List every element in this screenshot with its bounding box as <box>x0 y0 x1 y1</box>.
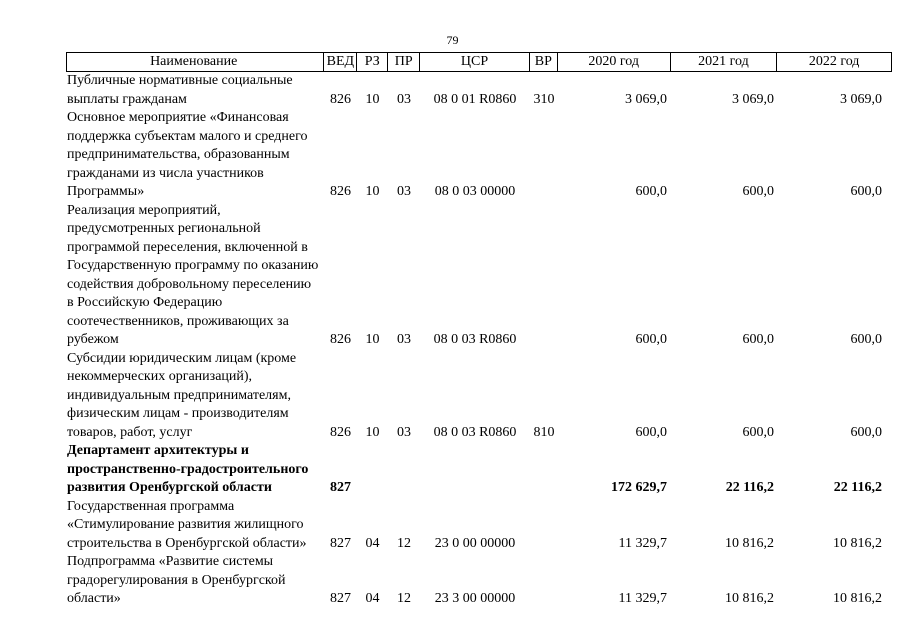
row-2020: 11 329,7 <box>618 535 667 551</box>
row-name: Государственная программа «Стимулирование развития жилищного строительства в Оренбургской области» <box>67 498 307 551</box>
row-rz: 10 <box>365 332 380 347</box>
header-rz: РЗ <box>357 53 388 71</box>
row-name: Основное мероприятие «Финансовая поддержка субъектам малого и среднего предпринимательства, образованным гражданами из числа участников Программы» <box>67 110 308 199</box>
row-ved: 826 <box>330 184 351 199</box>
row-ved: 827 <box>330 535 351 551</box>
row-2021: 10 816,2 <box>725 535 774 551</box>
row-csr: 08 0 03 00000 <box>434 184 516 199</box>
table-row <box>66 202 892 350</box>
row-csr: 23 0 00 00000 <box>434 535 516 551</box>
row-rz: 04 <box>365 535 380 551</box>
table-header <box>66 52 892 72</box>
row-2022: 22 116,2 <box>833 480 882 495</box>
row-name: Подпрограмма «Развитие системы градорегулирования в Оренбургской области» <box>67 554 286 606</box>
row-ved: 826 <box>330 91 351 107</box>
row-ved: 827 <box>330 591 351 606</box>
row-2020: 600,0 <box>635 184 667 199</box>
table-row <box>66 498 892 554</box>
row-rz: 04 <box>365 591 380 606</box>
table-row <box>66 553 892 609</box>
header-ved: ВЕД <box>324 53 357 71</box>
table-row <box>66 442 892 498</box>
row-2021: 600,0 <box>742 184 774 199</box>
header-2020: 2020 год <box>558 53 671 71</box>
row-name: Субсидии юридическим лицам (кроме некоммерческих организаций), индивидуальным предпринимателям, физическим лицам - производителям товаров, работ, услуг <box>67 350 297 440</box>
row-2022: 600,0 <box>850 184 882 199</box>
row-pr: 12 <box>397 591 411 606</box>
header-2021: 2021 год <box>671 53 778 71</box>
table-row <box>66 350 892 443</box>
row-2020: 11 329,7 <box>618 591 667 606</box>
header-pr: ПР <box>388 53 420 71</box>
row-name: Публичные нормативные социальные выплаты гражданам <box>67 73 293 107</box>
row-csr: 08 0 03 R0860 <box>433 424 517 440</box>
row-vr: 310 <box>533 91 555 107</box>
row-csr: 08 0 03 R0860 <box>433 332 517 347</box>
row-pr: 03 <box>397 332 411 347</box>
row-name: Департамент архитектуры и пространственно-градостроительного развития Оренбургской области <box>67 443 309 495</box>
row-pr: 03 <box>397 91 411 107</box>
row-2020: 600,0 <box>635 332 667 347</box>
row-rz: 10 <box>365 424 380 440</box>
row-ved: 826 <box>330 424 351 440</box>
row-2021: 600,0 <box>742 332 774 347</box>
header-vr: ВР <box>530 53 558 71</box>
table-row <box>66 109 892 202</box>
page-number: 79 <box>446 33 459 47</box>
header-name: Наименование <box>67 53 324 71</box>
table-row <box>66 72 892 109</box>
row-vr: 810 <box>533 424 555 440</box>
row-csr: 23 3 00 00000 <box>434 591 516 606</box>
row-name: Реализация мероприятий, предусмотренных региональной программой переселения, включенной в Государственную программу по оказанию содействия добровольному переселению в Российскую Федерацию соотечественников, проживающих за рубежом <box>67 202 319 347</box>
row-ved: 827 <box>330 480 351 495</box>
row-2022: 10 816,2 <box>833 591 882 606</box>
table-body <box>66 72 892 609</box>
row-pr: 12 <box>397 535 411 551</box>
header-csr: ЦСР <box>420 53 530 71</box>
header-2022: 2022 год <box>808 54 860 69</box>
row-2021: 3 069,0 <box>732 91 774 107</box>
row-csr: 08 0 01 R0860 <box>433 91 517 107</box>
row-rz: 10 <box>365 184 380 199</box>
row-2022: 600,0 <box>850 332 882 347</box>
row-2020: 600,0 <box>635 424 667 440</box>
row-2020: 172 629,7 <box>611 480 667 495</box>
row-2021: 10 816,2 <box>725 591 774 606</box>
row-2022: 3 069,0 <box>840 91 882 107</box>
row-2021: 600,0 <box>742 424 774 440</box>
row-pr: 03 <box>397 184 411 199</box>
row-ved: 826 <box>330 332 351 347</box>
row-rz: 10 <box>365 91 380 107</box>
row-2022: 600,0 <box>850 424 882 440</box>
row-2022: 10 816,2 <box>833 535 882 551</box>
row-pr: 03 <box>397 424 411 440</box>
row-2020: 3 069,0 <box>625 91 667 107</box>
row-2021: 22 116,2 <box>725 480 774 495</box>
